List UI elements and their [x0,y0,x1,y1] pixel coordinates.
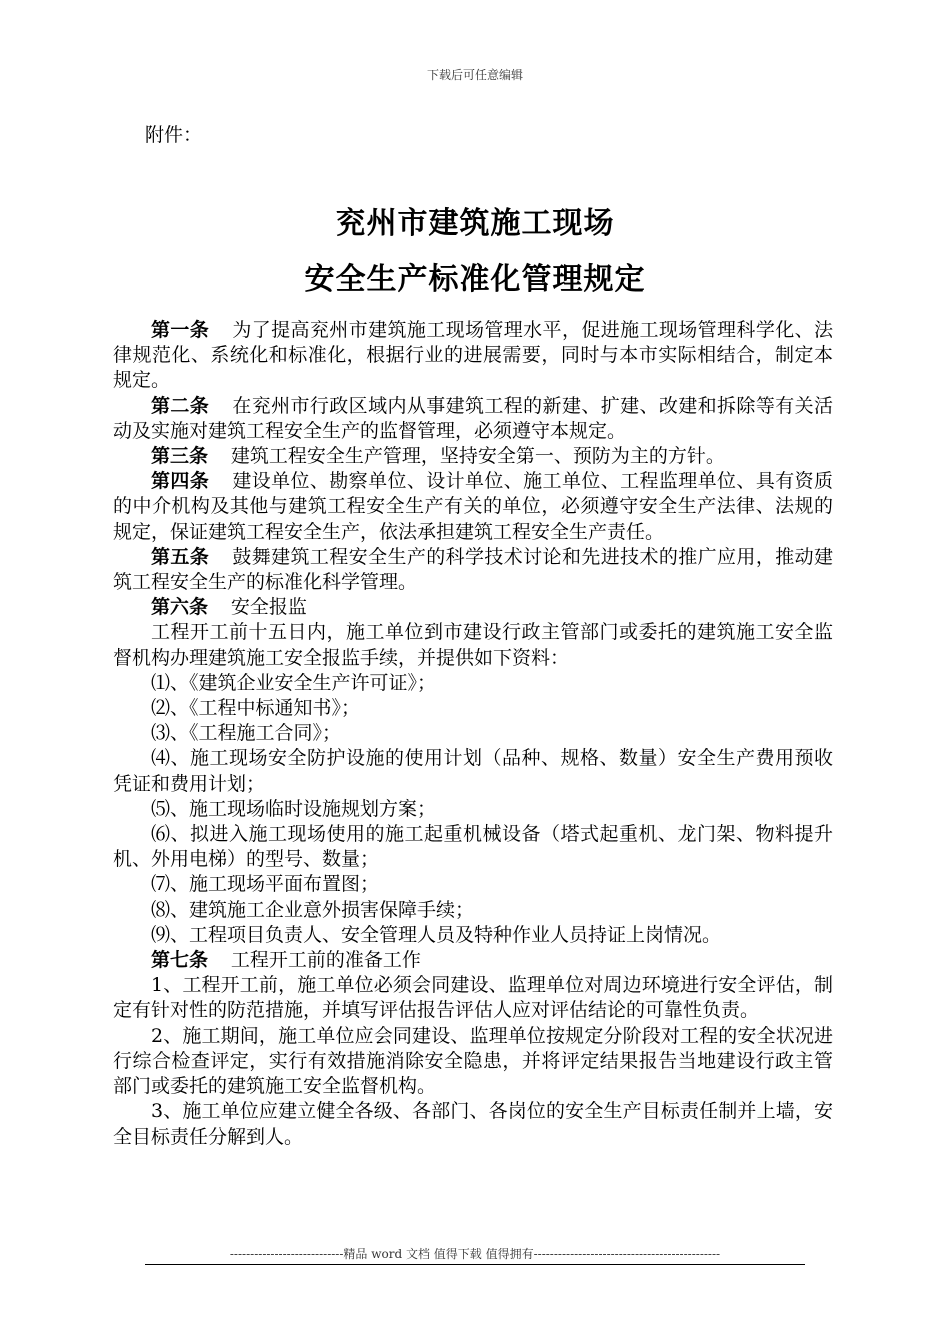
paragraph [113,973,833,1023]
list-item [113,746,833,796]
list-item-text: ⑶、《工程施工合同》； [151,722,342,745]
attachment-label: 附件： [145,124,203,146]
list-item-text: ⑻、建筑施工企业意外损害保障手续； [151,898,475,921]
list-item-text: ⑼、工程项目负责人、安全管理人员及特种作业人员持证上岗情况。 [151,923,722,946]
document-title-line1: 兖州市建筑施工现场 [335,206,615,241]
header-note: 下载后可任意编辑 [426,68,523,82]
list-item-text: ⑷、施工现场安全防护设施的使用计划（品种、规格、数量）安全生产费用预收凭证和费用计划； [113,747,833,795]
list-item-text: ⑹、拟进入施工现场使用的施工起重机械设备（塔式起重机、龙门架、物料提升机、外用电梯）的型号、数量； [113,823,833,871]
paragraph [113,318,833,394]
list-item [113,671,833,696]
document-body [113,318,833,1150]
article-number: 第七条 [151,949,209,972]
paragraph [113,948,833,973]
paragraph [113,444,833,469]
article-number: 第二条 [151,394,210,417]
article-number: 第六条 [151,596,209,619]
paragraph [113,469,833,545]
paragraph-text: 工程开工前十五日内，施工单位到市建设行政主管部门或委托的建筑施工安全监督机构办理建筑施工安全报监手续，并提供如下资料： [113,621,833,669]
article-number: 第一条 [151,319,210,341]
paragraph-text: 建设单位、勘察单位、设计单位、施工单位、工程监理单位、具有资质的中介机构及其他与建筑工程安全生产有关的单位，必须遵守安全生产法律、法规的规定，保证建筑工程安全生产，依法承担建筑工程安全生产责任。 [113,470,833,543]
article-number: 第四条 [151,470,210,493]
paragraph-text: 在兖州市行政区域内从事建筑工程的新建、扩建、改建和拆除等有关活动及实施对建筑工程安全生产的监督管理，必须遵守本规定。 [113,394,833,442]
paragraph [113,545,833,595]
paragraph-text: 建筑工程安全生产管理，坚持安全第一、预防为主的方针。 [230,445,725,468]
paragraph [113,595,833,620]
list-item [113,797,833,822]
paragraph [113,1024,833,1100]
paragraph-text: 工程开工前的准备工作 [230,949,421,972]
paragraph [113,394,833,444]
list-item [113,898,833,923]
list-item-text: ⑺、施工现场平面布置图； [151,873,380,896]
paragraph-text: 安全报监 [230,596,307,619]
list-item [113,872,833,897]
footer-divider [145,1264,805,1265]
list-item-text: ⑴、《建筑企业安全生产许可证》； [151,671,437,694]
paragraph-text: 鼓舞建筑工程安全生产的科学技术讨论和先进技术的推广应用，推动建筑工程安全生产的标准化科学管理。 [113,545,833,594]
footer-note: ----------------------------精品 word 文档 值得下载 值得拥有---------------------------------------------- [229,1247,721,1261]
list-item [113,822,833,872]
paragraph-text: 1、工程开工前，施工单位必须会同建设、监理单位对周边环境进行安全评估，制定有针对性的防范措施，并填写评估报告评估人应对评估结论的可靠性负责。 [113,974,833,1022]
list-item [113,696,833,721]
document-title-line2: 安全生产标准化管理规定 [304,262,646,297]
paragraph-text: 3、施工单位应建立健全各级、各部门、各岗位的安全生产目标责任制并上墙，安全目标责任分解到人。 [113,1100,833,1148]
list-item-text: ⑵、《工程中标通知书》； [151,697,361,720]
list-item-text: ⑸、施工现场临时设施规划方案； [151,797,437,820]
list-item [113,923,833,948]
paragraph [113,1099,833,1149]
paragraph-text: 为了提高兖州市建筑施工现场管理水平，促进施工现场管理科学化、法律规范化、系统化和标准化，根据行业的进展需要，同时与本市实际相结合，制定本规定。 [113,319,833,392]
paragraph [113,620,833,670]
list-item [113,721,833,746]
paragraph-text: 2、施工期间，施工单位应会同建设、监理单位按规定分阶段对工程的安全状况进行综合检查评定，实行有效措施消除安全隐患，并将评定结果报告当地建设行政主管部门或委托的建筑施工安全监督机构。 [113,1024,833,1098]
article-number: 第五条 [151,545,210,568]
article-number: 第三条 [151,445,209,468]
